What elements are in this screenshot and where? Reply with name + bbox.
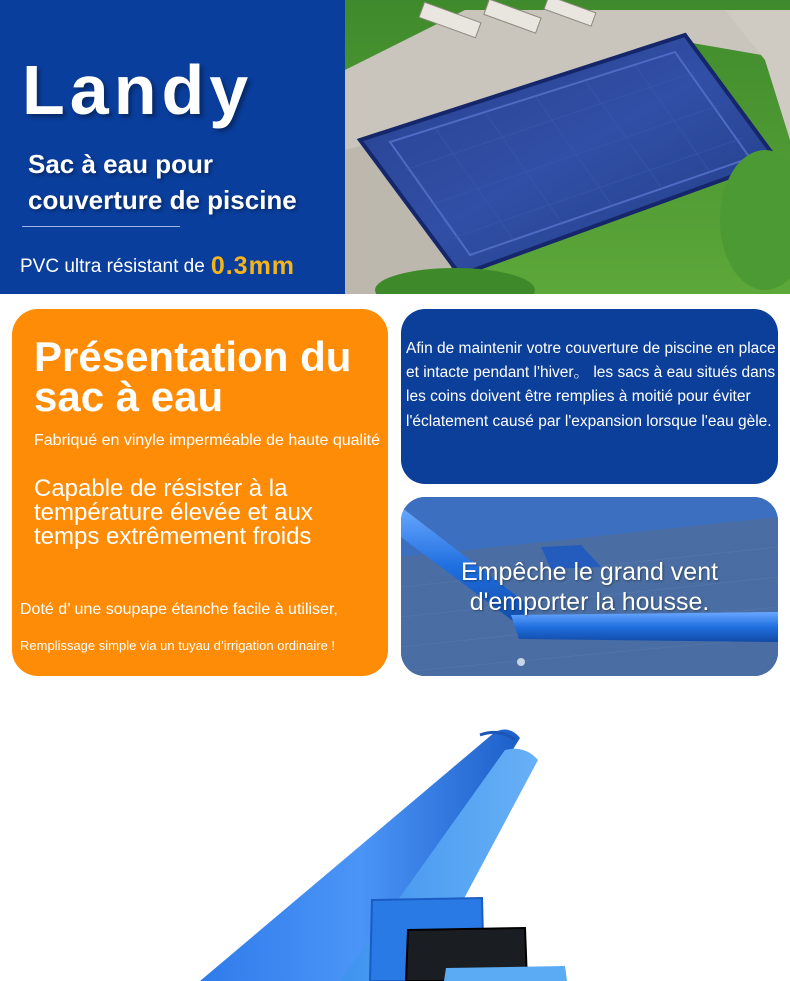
hero-title-line1: Sac à eau pour: [28, 149, 213, 179]
filling-text: Remplissage simple via un tuyau d’irrigation ordinaire !: [20, 638, 336, 653]
water-bags-product-illustration: [0, 690, 790, 981]
wind-caption: [401, 557, 778, 617]
hero-subtitle: [20, 252, 295, 281]
presentation-title-line2: sac à eau: [34, 373, 224, 420]
wind-caption-line1: Empêche le grand vent: [460, 558, 719, 586]
wind-caption-line2: d'emporter la housse.: [469, 588, 710, 616]
pool-cover-illustration: [345, 0, 790, 294]
temperature-text: Capable de résister à la température élevée et aux temps extrêmement froids: [34, 475, 313, 550]
thickness-highlight: 0.3mm: [210, 252, 296, 280]
info-card: [401, 309, 778, 484]
hero-subtitle-text: PVC ultra résistant de: [20, 256, 205, 277]
material-text: Fabriqué en vinyle imperméable de haute qualité: [34, 432, 380, 449]
brand-logo-text: Landy: [22, 51, 254, 129]
product-photo: [0, 690, 790, 981]
presentation-title-line1: Présentation du: [34, 333, 352, 380]
pool-cover-photo: [345, 0, 790, 294]
hero-title-line2: couverture de piscine: [28, 185, 297, 215]
info-text: Afin de maintenir votre couverture de piscine en place et intacte pendant l'hiver。 les sacs à eau situés dans les coins doivent être remplies à moitié pour éviter l'éclatement causé par l'expansion lorsque l'eau gèle.: [406, 340, 776, 430]
hero-divider: [22, 226, 180, 227]
presentation-title: [34, 333, 352, 420]
presentation-card: [12, 309, 388, 676]
wind-card: [401, 497, 778, 676]
valve-text: Doté d’ une soupape étanche facile à utiliser,: [20, 601, 338, 618]
hero-title: [28, 146, 297, 218]
